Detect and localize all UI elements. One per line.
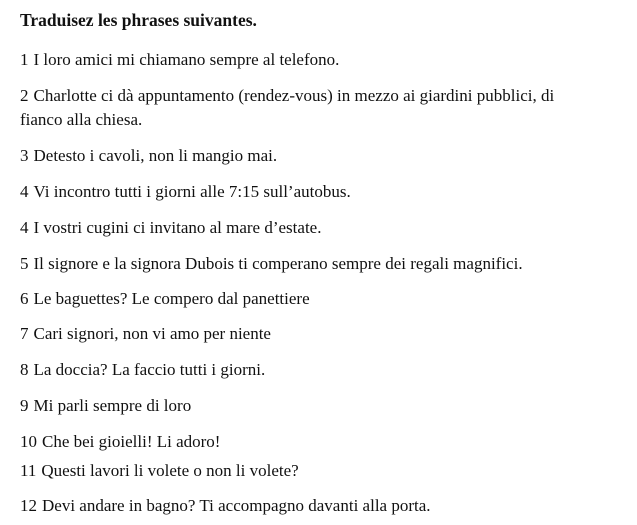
sentence-item-2 <box>20 84 632 132</box>
sentence-number: 7 <box>20 324 29 343</box>
sentence-item-4b <box>20 216 632 240</box>
sentence-text: Che bei gioielli! Li adoro! <box>42 432 221 451</box>
sentence-number: 8 <box>20 360 29 379</box>
sentence-number: 2 <box>20 86 29 105</box>
sentence-number: 6 <box>20 289 29 308</box>
sentence-item-1 <box>20 48 632 72</box>
exercise-title: Traduisez les phrases suivantes. <box>20 10 257 30</box>
sentence-text: I loro amici mi chiamano sempre al telefono. <box>33 50 340 69</box>
sentence-text: I vostri cugini ci invitano al mare d’estate. <box>33 218 322 237</box>
sentence-item-11 <box>20 459 632 483</box>
sentence-text: Detesto i cavoli, non li mangio mai. <box>33 146 278 165</box>
sentence-item-7 <box>20 322 632 346</box>
sentence-number: 3 <box>20 146 29 165</box>
sentence-item-10 <box>20 430 632 454</box>
sentence-number: 9 <box>20 396 29 415</box>
sentence-item-8 <box>20 358 632 382</box>
sentence-text: Mi parli sempre di loro <box>33 396 192 415</box>
sentence-number: 11 <box>20 461 37 480</box>
sentence-text: Le baguettes? Le compero dal panettiere <box>33 289 310 308</box>
sentence-number: 4 <box>20 182 29 201</box>
sentence-item-9 <box>20 394 632 418</box>
sentence-number: 5 <box>20 254 29 273</box>
sentence-text: Questi lavori li volete o non li volete? <box>41 461 299 480</box>
sentence-text: Charlotte ci dà appuntamento (rendez-vous) in mezzo ai giardini pubblici, di <box>33 86 555 105</box>
sentence-number: 4 <box>20 218 29 237</box>
sentence-item-4a <box>20 180 632 204</box>
sentence-number: 12 <box>20 496 37 515</box>
sentence-number: 1 <box>20 50 29 69</box>
sentence-item-12 <box>20 494 632 518</box>
sentence-text: Il signore e la signora Dubois ti comperano sempre dei regali magnifici. <box>33 254 523 273</box>
sentence-text: Devi andare in bagno? Ti accompagno davanti alla porta. <box>42 496 431 515</box>
sentence-text: Cari signori, non vi amo per niente <box>33 324 271 343</box>
sentence-text: La doccia? La faccio tutti i giorni. <box>33 360 266 379</box>
sentence-item-3 <box>20 144 632 168</box>
sentence-text-continuation: fianco alla chiesa. <box>20 110 143 129</box>
sentence-item-5 <box>20 252 632 276</box>
sentence-number: 10 <box>20 432 37 451</box>
sentence-item-6 <box>20 287 632 311</box>
sentence-text: Vi incontro tutti i giorni alle 7:15 sull’autobus. <box>33 182 351 201</box>
